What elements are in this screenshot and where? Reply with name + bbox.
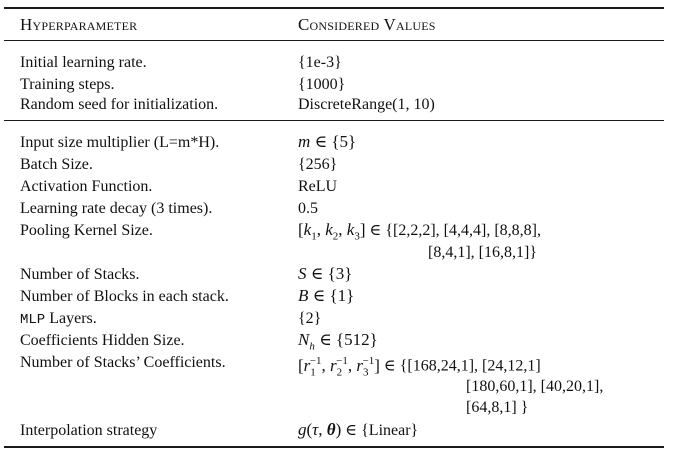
row-initial-lr-value: {1e-3}: [298, 54, 342, 71]
header-hyperparameter: Hyperparameter: [20, 15, 138, 34]
row-num-stack-coef-value: [$r_1^{-1}$, $r_2^{-1}$, $r_3^{-1}$] ∈ {[168,24,1], [24,12,1]: [298, 355, 541, 379]
row-lr-decay-name: Learning rate decay (3 times).: [20, 200, 213, 217]
row-input-size-name: Input size multiplier (L=m*H).: [20, 134, 220, 151]
row-batch-size-name: Batch Size.: [20, 156, 93, 173]
group-rule: [4, 120, 664, 121]
row-coef-hidden-value: $N_h$ ∈ {512}: [298, 330, 378, 353]
row-coef-hidden-name: Coefficients Hidden Size.: [20, 332, 185, 349]
row-random-seed-name: Random seed for initialization.: [20, 96, 219, 113]
row-lr-decay-value: 0.5: [298, 200, 318, 217]
row-pooling-value: [$k_1$, $k_2$, $k_3$] ∈ {[2,2,2], [4,4,4], [8,8,8],: [298, 220, 541, 243]
row-training-steps-value: {1000}: [298, 76, 346, 93]
row-activation-value: ReLU: [298, 178, 338, 195]
row-training-steps-name: Training steps.: [20, 76, 115, 93]
stack-coef-line2: [180,60,1], [40,20,1],: [466, 378, 604, 395]
row-mlp-layers-name: [20, 310, 97, 329]
row-interp-name: Interpolation strategy: [20, 422, 158, 439]
row-num-blocks-value: B ∈ {1}: [298, 286, 355, 305]
row-batch-size-value: {256}: [298, 156, 338, 173]
row-interp-value: g(τ, θ) ∈ {Linear}: [298, 420, 419, 439]
pooling-value-line1: ∈ {[2,2,2], [4,4,4], [8,8,8],: [369, 222, 541, 239]
row-random-seed-value: DiscreteRange(1, 10): [298, 96, 435, 113]
header-rule: [4, 40, 664, 41]
bottom-rule: [4, 446, 664, 448]
stack-coef-line1: ∈ {[168,24,1], [24,12,1]: [383, 357, 541, 375]
row-num-stack-coef-name: Number of Stacks’ Coefficients.: [20, 354, 226, 371]
stack-coef-line3: [64,8,1] }: [466, 399, 529, 416]
row-num-stacks-value: S ∈ {3}: [298, 264, 353, 283]
mlp-layers-label: Layers.: [45, 310, 97, 327]
pooling-value-line2: [8,4,1], [16,8,1]}: [428, 244, 537, 261]
mlp-mono-label: MLP: [20, 312, 46, 328]
header-considered-values: Considered Values: [298, 15, 436, 34]
interp-value-text: ∈ {Linear}: [345, 422, 419, 439]
row-initial-lr-name: Initial learning rate.: [20, 54, 147, 71]
top-rule: [4, 7, 664, 9]
row-num-stacks-name: Number of Stacks.: [20, 266, 140, 283]
row-input-size-value: m ∈ {5}: [298, 132, 357, 151]
row-mlp-layers-value: {2}: [298, 310, 322, 327]
row-pooling-name: Pooling Kernel Size.: [20, 222, 153, 239]
row-num-blocks-name: Number of Blocks in each stack.: [20, 288, 229, 305]
row-activation-name: Activation Function.: [20, 178, 153, 195]
